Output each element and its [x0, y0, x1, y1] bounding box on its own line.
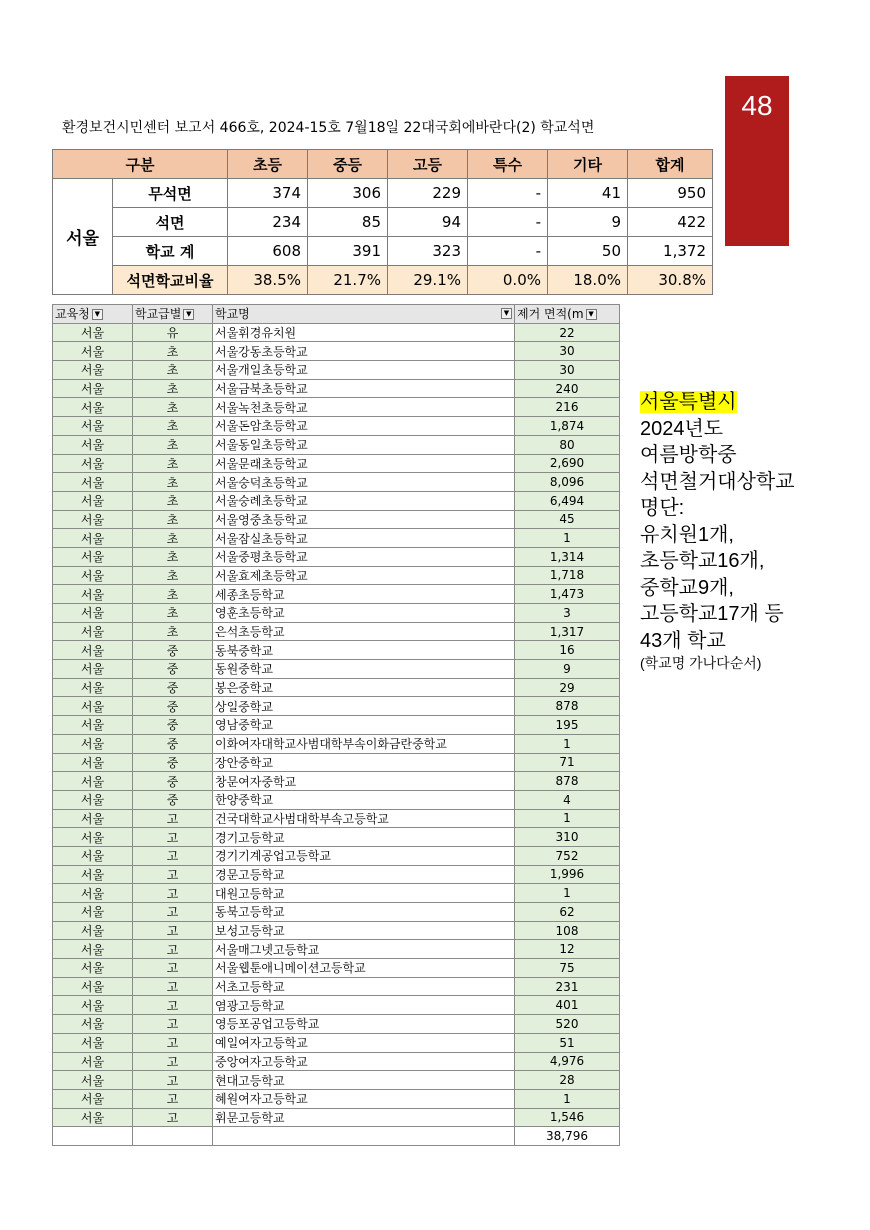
row-level: 고: [133, 865, 213, 884]
table-row: [53, 566, 620, 585]
row-level: 고: [133, 884, 213, 903]
row-school-name: 현대고등학교: [213, 1071, 515, 1090]
summary-cell: 30.8%: [628, 266, 713, 295]
row-area: 62: [515, 903, 620, 922]
row-area: 16: [515, 641, 620, 660]
row-office: 서울: [53, 1052, 133, 1071]
row-level: 초: [133, 491, 213, 510]
row-school-name: 서울동일초등학교: [213, 435, 515, 454]
row-area: 80: [515, 435, 620, 454]
list-header-office: [53, 305, 133, 324]
row-school-name: 영등포공업고등학교: [213, 1015, 515, 1034]
row-office: 서울: [53, 1033, 133, 1052]
table-row: [53, 622, 620, 641]
table-row: [53, 716, 620, 735]
row-office: 서울: [53, 828, 133, 847]
summary-header-total: 합계: [628, 150, 713, 179]
row-level: 고: [133, 977, 213, 996]
list-header-level: [133, 305, 213, 324]
table-row: [53, 809, 620, 828]
table-row: [53, 641, 620, 660]
table-row: [53, 753, 620, 772]
row-office: 서울: [53, 566, 133, 585]
side-note-footnote: (학교명 가나다순서): [640, 655, 762, 671]
row-level: 고: [133, 1052, 213, 1071]
summary-cell: 50: [548, 237, 628, 266]
row-school-name: 서울개일초등학교: [213, 361, 515, 380]
row-area: 30: [515, 361, 620, 380]
row-office: 서울: [53, 884, 133, 903]
row-level: 초: [133, 529, 213, 548]
row-area: 4: [515, 790, 620, 809]
row-level: 중: [133, 753, 213, 772]
row-office: 서울: [53, 660, 133, 679]
row-school-name: 한양중학교: [213, 790, 515, 809]
total-empty-cell: [213, 1127, 515, 1146]
list-header-label: 학교명: [215, 307, 250, 322]
row-area: 22: [515, 323, 620, 342]
row-area: 1,314: [515, 547, 620, 566]
table-row: [53, 977, 620, 996]
list-header-name: [213, 305, 515, 324]
row-area: 45: [515, 510, 620, 529]
table-row: [53, 884, 620, 903]
summary-cell: 41: [548, 179, 628, 208]
summary-cell: 1,372: [628, 237, 713, 266]
row-level: 초: [133, 510, 213, 529]
row-level: 중: [133, 660, 213, 679]
row-area: 401: [515, 996, 620, 1015]
table-row: [53, 959, 620, 978]
table-row: [53, 491, 620, 510]
row-office: 서울: [53, 1015, 133, 1034]
row-school-name: 영남중학교: [213, 716, 515, 735]
row-level: 고: [133, 940, 213, 959]
row-school-name: 염광고등학교: [213, 996, 515, 1015]
table-row: [53, 529, 620, 548]
row-office: 서울: [53, 361, 133, 380]
row-office: 서울: [53, 641, 133, 660]
row-office: 서울: [53, 398, 133, 417]
row-school-name: 서울숭덕초등학교: [213, 473, 515, 492]
summary-row-ratio: [53, 266, 713, 295]
row-school-name: 세종초등학교: [213, 585, 515, 604]
summary-header-row: [53, 150, 713, 179]
row-level: 고: [133, 1071, 213, 1090]
row-area: 1: [515, 529, 620, 548]
side-note-line: 중학교9개,: [640, 576, 734, 599]
summary-cell: 38.5%: [228, 266, 308, 295]
summary-row-non-asbestos: [53, 179, 713, 208]
row-office: 서울: [53, 865, 133, 884]
row-level: 고: [133, 996, 213, 1015]
row-school-name: 경문고등학교: [213, 865, 515, 884]
table-row: [53, 510, 620, 529]
row-school-name: 경기기계공업고등학교: [213, 846, 515, 865]
row-area: 2,690: [515, 454, 620, 473]
row-office: 서울: [53, 529, 133, 548]
row-office: 서울: [53, 921, 133, 940]
row-level: 초: [133, 585, 213, 604]
sort-filter-icon[interactable]: ▼: [183, 309, 194, 320]
side-note-line: 유치원1개,: [640, 523, 734, 546]
row-level: 초: [133, 454, 213, 473]
row-level: 초: [133, 566, 213, 585]
row-school-name: 서울강동초등학교: [213, 342, 515, 361]
row-area: 240: [515, 379, 620, 398]
row-area: 75: [515, 959, 620, 978]
row-area: 1: [515, 809, 620, 828]
summary-row-label: 무석면: [113, 179, 228, 208]
row-area: 1,317: [515, 622, 620, 641]
summary-header-category: 구분: [53, 150, 228, 179]
row-level: 고: [133, 1089, 213, 1108]
list-header-area: [515, 305, 620, 324]
row-office: 서울: [53, 809, 133, 828]
page-number: 48: [741, 90, 773, 121]
row-area: 1,473: [515, 585, 620, 604]
row-office: 서울: [53, 454, 133, 473]
row-level: 고: [133, 959, 213, 978]
row-level: 고: [133, 1033, 213, 1052]
row-school-name: 서울영중초등학교: [213, 510, 515, 529]
table-row: [53, 1108, 620, 1127]
row-school-name: 예일여자고등학교: [213, 1033, 515, 1052]
row-level: 초: [133, 473, 213, 492]
row-office: 서울: [53, 846, 133, 865]
row-school-name: 창문여자중학교: [213, 772, 515, 791]
side-note-line: 명단:: [640, 497, 685, 519]
summary-cell: -: [468, 179, 548, 208]
table-row: [53, 846, 620, 865]
summary-cell: 950: [628, 179, 713, 208]
row-level: 초: [133, 361, 213, 380]
total-area: 38,796: [515, 1127, 620, 1146]
row-office: 서울: [53, 678, 133, 697]
table-row: [53, 828, 620, 847]
row-school-name: 건국대학교사범대학부속고등학교: [213, 809, 515, 828]
row-level: 유: [133, 323, 213, 342]
row-office: 서울: [53, 790, 133, 809]
table-row: [53, 398, 620, 417]
row-level: 중: [133, 678, 213, 697]
row-office: 서울: [53, 585, 133, 604]
summary-region: 서울: [53, 179, 113, 295]
summary-cell: 94: [388, 208, 468, 237]
row-area: 6,494: [515, 491, 620, 510]
summary-cell: 306: [308, 179, 388, 208]
list-header-label: 교육청: [55, 307, 90, 322]
row-level: 고: [133, 846, 213, 865]
row-area: 3: [515, 604, 620, 623]
side-note-line: 고등학교17개 등: [640, 603, 784, 625]
row-school-name: 중앙여자고등학교: [213, 1052, 515, 1071]
row-office: 서울: [53, 1089, 133, 1108]
summary-header-middle: 중등: [308, 150, 388, 179]
row-school-name: 혜원여자고등학교: [213, 1089, 515, 1108]
summary-cell: 422: [628, 208, 713, 237]
row-school-name: 서울녹천초등학교: [213, 398, 515, 417]
row-school-name: 서울숭례초등학교: [213, 491, 515, 510]
list-header-label: 제거 면적(m: [517, 307, 584, 322]
table-row: [53, 342, 620, 361]
row-area: 195: [515, 716, 620, 735]
row-area: 12: [515, 940, 620, 959]
row-school-name: 서울잠실초등학교: [213, 529, 515, 548]
row-area: 1,546: [515, 1108, 620, 1127]
table-row: [53, 379, 620, 398]
summary-table: [52, 149, 713, 295]
side-note-line: 43개 학교: [640, 629, 726, 652]
side-note-line: 석면철거대상학교: [640, 470, 795, 493]
row-school-name: 이화여자대학교사범대학부속이화금란중학교: [213, 734, 515, 753]
summary-cell: 374: [228, 179, 308, 208]
table-row: [53, 996, 620, 1015]
dropdown-icon[interactable]: ▼: [501, 308, 512, 319]
filter-icon[interactable]: ▼: [92, 309, 103, 320]
side-note-line: 여름방학중: [640, 444, 737, 466]
row-office: 서울: [53, 547, 133, 566]
summary-cell: 323: [388, 237, 468, 266]
row-area: 878: [515, 772, 620, 791]
summary-cell: 391: [308, 237, 388, 266]
row-area: 1: [515, 884, 620, 903]
row-level: 고: [133, 1015, 213, 1034]
summary-header-elementary: 초등: [228, 150, 308, 179]
row-office: 서울: [53, 753, 133, 772]
row-area: 108: [515, 921, 620, 940]
table-row: [53, 660, 620, 679]
row-level: 중: [133, 734, 213, 753]
row-school-name: 장안중학교: [213, 753, 515, 772]
row-level: 중: [133, 772, 213, 791]
table-row: [53, 678, 620, 697]
summary-header-special: 특수: [468, 150, 548, 179]
row-office: 서울: [53, 734, 133, 753]
row-school-name: 은석초등학교: [213, 622, 515, 641]
row-level: 중: [133, 716, 213, 735]
row-school-name: 영훈초등학교: [213, 604, 515, 623]
row-office: 서울: [53, 959, 133, 978]
table-row: [53, 790, 620, 809]
row-level: 중: [133, 697, 213, 716]
list-body: [53, 323, 620, 1145]
row-level: 초: [133, 398, 213, 417]
row-area: 1: [515, 734, 620, 753]
row-office: 서울: [53, 697, 133, 716]
row-school-name: 서울웹툰애니메이션고등학교: [213, 959, 515, 978]
total-empty-cell: [133, 1127, 213, 1146]
row-office: 서울: [53, 977, 133, 996]
row-school-name: 서초고등학교: [213, 977, 515, 996]
table-row: [53, 772, 620, 791]
side-note-line: 2024년도: [640, 417, 724, 440]
table-row: [53, 585, 620, 604]
table-row: [53, 1089, 620, 1108]
row-level: 초: [133, 379, 213, 398]
table-row: [53, 547, 620, 566]
row-school-name: 대원고등학교: [213, 884, 515, 903]
row-office: 서울: [53, 903, 133, 922]
table-row: [53, 323, 620, 342]
summary-cell: 229: [388, 179, 468, 208]
row-level: 중: [133, 641, 213, 660]
table-row: [53, 604, 620, 623]
row-office: 서울: [53, 996, 133, 1015]
row-school-name: 서울문래초등학교: [213, 454, 515, 473]
row-area: 1: [515, 1089, 620, 1108]
row-school-name: 동북중학교: [213, 641, 515, 660]
summary-row-label: 학교 계: [113, 237, 228, 266]
summary-cell: 29.1%: [388, 266, 468, 295]
row-school-name: 서울금북초등학교: [213, 379, 515, 398]
row-office: 서울: [53, 716, 133, 735]
table-row: [53, 903, 620, 922]
row-area: 71: [515, 753, 620, 772]
row-area: 29: [515, 678, 620, 697]
summary-row-label: 석면: [113, 208, 228, 237]
list-header-row: [53, 305, 620, 324]
row-office: 서울: [53, 491, 133, 510]
row-level: 초: [133, 417, 213, 436]
row-office: 서울: [53, 323, 133, 342]
row-office: 서울: [53, 604, 133, 623]
row-office: 서울: [53, 435, 133, 454]
row-level: 초: [133, 604, 213, 623]
side-note: [640, 389, 795, 672]
row-area: 51: [515, 1033, 620, 1052]
table-row: [53, 1052, 620, 1071]
row-area: 231: [515, 977, 620, 996]
row-school-name: 서울중평초등학교: [213, 547, 515, 566]
row-school-name: 상일중학교: [213, 697, 515, 716]
report-title: 환경보건시민센터 보고서 466호, 2024-15호 7월18일 22대국회에바란다(2) 학교석면: [62, 120, 595, 136]
row-level: 고: [133, 809, 213, 828]
table-row: [53, 734, 620, 753]
summary-cell: 9: [548, 208, 628, 237]
table-row: [53, 1033, 620, 1052]
summary-cell: -: [468, 208, 548, 237]
row-level: 초: [133, 342, 213, 361]
row-school-name: 서울휘경유치원: [213, 323, 515, 342]
total-empty-cell: [53, 1127, 133, 1146]
table-row: [53, 1015, 620, 1034]
summary-cell: 608: [228, 237, 308, 266]
row-office: 서울: [53, 417, 133, 436]
summary-row-label: 석면학교비율: [113, 266, 228, 295]
table-row: [53, 921, 620, 940]
row-level: 고: [133, 903, 213, 922]
summary-row-asbestos: [53, 208, 713, 237]
row-level: 고: [133, 921, 213, 940]
row-school-name: 봉은중학교: [213, 678, 515, 697]
summary-cell: 234: [228, 208, 308, 237]
row-school-name: 보성고등학교: [213, 921, 515, 940]
row-school-name: 휘문고등학교: [213, 1108, 515, 1127]
page-number-badge: [725, 76, 789, 246]
row-area: 8,096: [515, 473, 620, 492]
row-office: 서울: [53, 940, 133, 959]
table-row: [53, 697, 620, 716]
table-row: [53, 865, 620, 884]
row-area: 752: [515, 846, 620, 865]
row-school-name: 동원중학교: [213, 660, 515, 679]
row-school-name: 서울돈암초등학교: [213, 417, 515, 436]
row-office: 서울: [53, 622, 133, 641]
row-area: 1,874: [515, 417, 620, 436]
row-office: 서울: [53, 772, 133, 791]
row-office: 서울: [53, 510, 133, 529]
row-office: 서울: [53, 379, 133, 398]
row-area: 28: [515, 1071, 620, 1090]
summary-header-other: 기타: [548, 150, 628, 179]
row-school-name: 동북고등학교: [213, 903, 515, 922]
row-area: 30: [515, 342, 620, 361]
table-row: [53, 940, 620, 959]
row-area: 878: [515, 697, 620, 716]
row-level: 고: [133, 1108, 213, 1127]
row-school-name: 서울효제초등학교: [213, 566, 515, 585]
row-office: 서울: [53, 1071, 133, 1090]
row-area: 4,976: [515, 1052, 620, 1071]
row-area: 520: [515, 1015, 620, 1034]
row-level: 초: [133, 547, 213, 566]
row-office: 서울: [53, 1108, 133, 1127]
table-row: [53, 417, 620, 436]
row-area: 216: [515, 398, 620, 417]
table-row: [53, 361, 620, 380]
summary-header-high: 고등: [388, 150, 468, 179]
side-note-line: 초등학교16개,: [640, 550, 765, 572]
summary-row-school-total: [53, 237, 713, 266]
row-office: 서울: [53, 342, 133, 361]
row-school-name: 서울매그넷고등학교: [213, 940, 515, 959]
table-row: [53, 435, 620, 454]
dropdown-icon[interactable]: ▼: [586, 309, 597, 320]
summary-cell: 18.0%: [548, 266, 628, 295]
summary-cell: 0.0%: [468, 266, 548, 295]
row-level: 고: [133, 828, 213, 847]
summary-cell: 21.7%: [308, 266, 388, 295]
row-level: 초: [133, 622, 213, 641]
row-area: 1,718: [515, 566, 620, 585]
total-row: [53, 1127, 620, 1146]
row-office: 서울: [53, 473, 133, 492]
summary-cell: 85: [308, 208, 388, 237]
side-note-highlight: 서울특별시: [640, 391, 737, 413]
table-row: [53, 473, 620, 492]
table-row: [53, 1071, 620, 1090]
row-area: 9: [515, 660, 620, 679]
row-level: 중: [133, 790, 213, 809]
school-list-table: [52, 304, 620, 1146]
row-area: 310: [515, 828, 620, 847]
summary-cell: -: [468, 237, 548, 266]
row-school-name: 경기고등학교: [213, 828, 515, 847]
table-row: [53, 454, 620, 473]
row-area: 1,996: [515, 865, 620, 884]
list-header-label: 학교급별: [135, 307, 182, 322]
row-level: 초: [133, 435, 213, 454]
